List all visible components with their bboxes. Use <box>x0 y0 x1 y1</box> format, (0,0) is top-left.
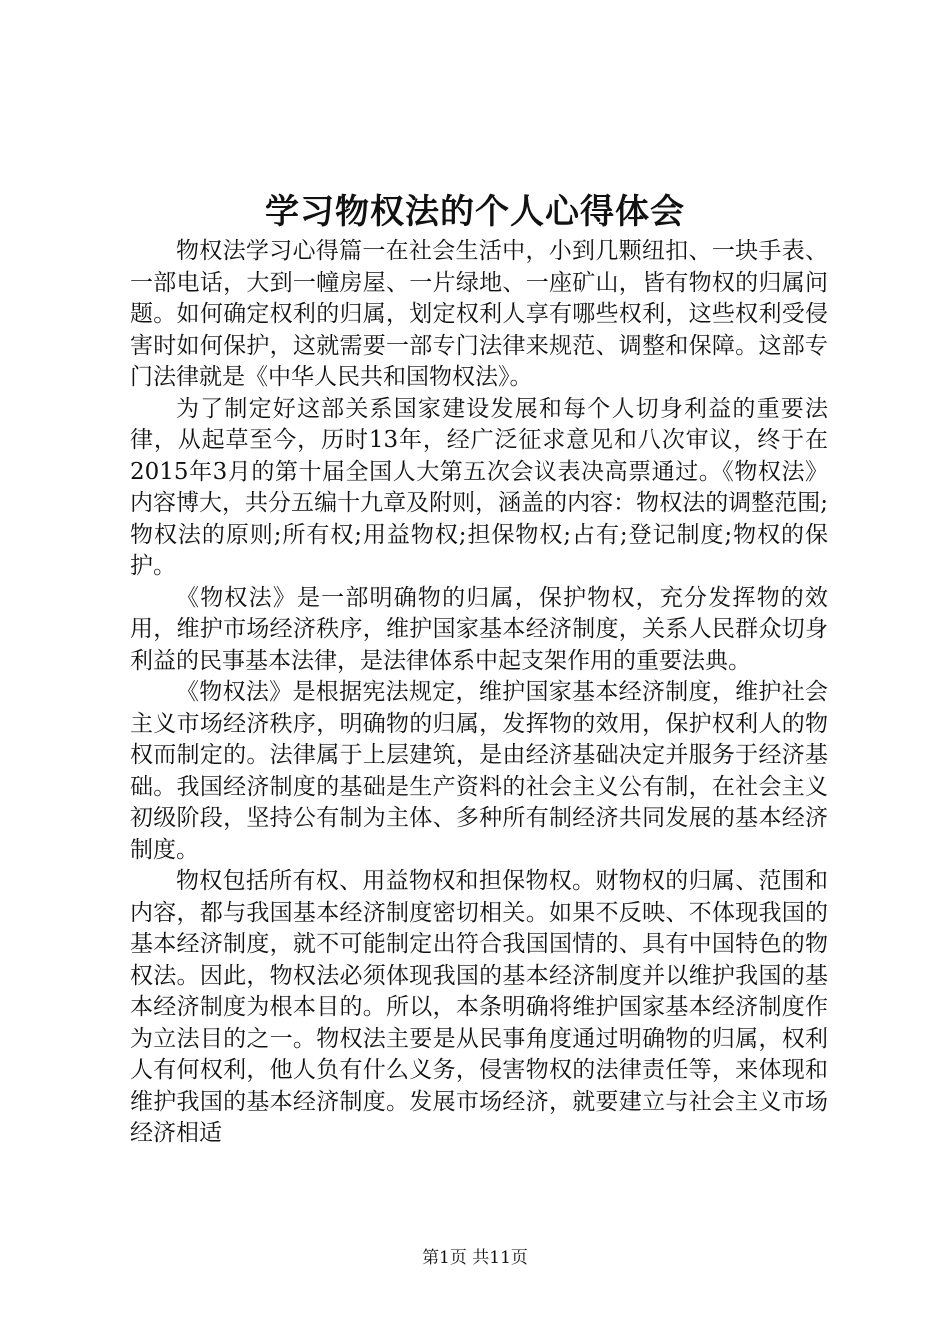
document-body <box>130 236 828 1150</box>
page-number-footer: 第1页 共11页 <box>422 1248 528 1268</box>
paragraph-4: 《物权法》是根据宪法规定，维护国家基本经济制度，维护社会主义市场经济秩序，明确物的归属，发挥物的效用，保护权利人的物权而制定的。法律属于上层建筑，是由经济基础决定并服务于经济基础。我国经济制度的基础是生产资料的社会主义公有制，在社会主义初级阶段，坚持公有制为主体、多种所有制经济共同发展的基本经济制度。 <box>130 679 828 863</box>
paragraph-1: 物权法学习心得篇一在社会生活中，小到几颗纽扣、一块手表、一部电话，大到一幢房屋、一片绿地、一座矿山，皆有物权的归属问题。如何确定权利的归属，划定权利人享有哪些权利，这些权利受侵害时如何保护，这就需要一部专门法律来规范、调整和保障。这部专门法律就是《中华人民共和国物权法》。 <box>130 238 828 390</box>
document-title: 学习物权法的个人心得体会 <box>265 192 685 232</box>
paragraph-5: 物权包括所有权、用益物权和担保物权。财物权的归属、范围和内容，都与我国基本经济制度密切相关。如果不反映、不体现我国的基本经济制度，就不可能制定出符合我国国情的、具有中国特色的物权法。因此，物权法必须体现我国的基本经济制度并以维护我国的基本经济制度为根本目的。所以，本条明确将维护国家基本经济制度作为立法目的之一。物权法主要是从民事角度通过明确物的归属，权利人有何权利，他人负有什么义务，侵害物权的法律责任等，来体现和维护我国的基本经济制度。发展市场经济，就要建立与社会主义市场经济相适 <box>130 868 828 1146</box>
paragraph-3: 《物权法》是一部明确物的归属，保护物权，充分发挥物的效用，维护市场经济秩序，维护国家基本经济制度，关系人民群众切身利益的民事基本法律，是法律体系中起支架作用的重要法典。 <box>130 584 828 674</box>
paragraph-2: 为了制定好这部关系国家建设发展和每个人切身利益的重要法律，从起草至今，历时13年，经广泛征求意见和八次审议，终于在2015年3月的第十届全国人大第五次会议表决高票通过。《物权法》内容博大，共分五编十九章及附则，涵盖的内容：物权法的调整范围;物权法的原则;所有权;用益物权;担保物权;占有;登记制度;物权的保护。 <box>130 395 828 579</box>
